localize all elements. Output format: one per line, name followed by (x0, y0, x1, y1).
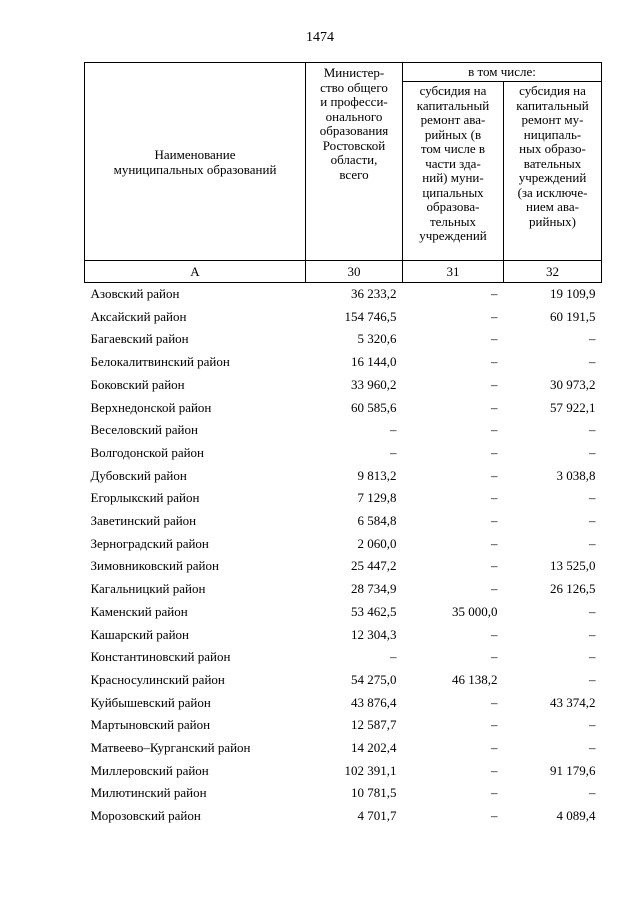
row-name: Багаевский район (90, 331, 189, 347)
row-name: Веселовский район (90, 422, 198, 438)
row-subsidy-other: – (589, 626, 596, 642)
row-subsidy-other: – (589, 603, 596, 619)
table-row (85, 374, 602, 397)
table-row (85, 555, 602, 578)
row-subsidy-emergency: – (491, 376, 498, 392)
row-name: Мартыновский район (90, 717, 211, 733)
row-subsidy-emergency: 46 138,2 (452, 671, 498, 687)
row-subsidy-other: 4 089,4 (556, 808, 596, 824)
table-row (85, 306, 602, 329)
row-name: Волгодонской район (90, 444, 205, 460)
table-row (85, 465, 602, 488)
row-total: 14 202,4 (351, 740, 397, 756)
row-total: 10 781,5 (351, 785, 397, 801)
row-subsidy-emergency: – (491, 808, 498, 824)
table-row (85, 760, 602, 783)
row-subsidy-emergency: – (491, 558, 498, 574)
row-subsidy-emergency: – (491, 286, 498, 301)
row-subsidy-other: – (589, 490, 596, 506)
row-total: 53 462,5 (351, 603, 397, 619)
row-subsidy-other: 13 525,0 (550, 558, 596, 574)
row-total: 28 734,9 (351, 581, 397, 597)
row-subsidy-other: – (589, 354, 596, 370)
row-subsidy-emergency: – (491, 331, 498, 347)
row-name: Матвеево–Курганский район (90, 740, 251, 756)
header-subsidy-emergency (403, 82, 504, 261)
table-row (85, 578, 602, 601)
row-subsidy-other: – (589, 785, 596, 801)
row-name: Зерноградский район (90, 535, 209, 551)
row-subsidy-emergency: – (491, 581, 498, 597)
row-name: Верхнедонской район (90, 399, 212, 415)
header-sub1-text: субсидия на капитальный ремонт ава- рийных (в том числе в части зда- ний) муни- ципальных образова- тельных учреждений (416, 83, 490, 243)
table-row (85, 624, 602, 647)
row-total: 7 129,8 (357, 490, 397, 506)
row-name: Аксайский район (90, 308, 187, 324)
row-name: Дубовский район (90, 467, 187, 483)
row-name: Морозовский район (90, 808, 201, 824)
header-subsidy-other (504, 82, 602, 261)
code-31: 31 (403, 261, 504, 283)
row-total: 25 447,2 (351, 558, 397, 574)
row-subsidy-emergency: – (491, 490, 498, 506)
row-name: Миллеровский район (90, 762, 209, 778)
table-row (85, 351, 602, 374)
row-subsidy-emergency: – (491, 762, 498, 778)
table-row (85, 692, 602, 715)
row-name: Кагальницкий район (90, 581, 206, 597)
table-row (85, 646, 602, 669)
row-name: Красносулинский район (90, 671, 225, 687)
row-total: – (390, 422, 397, 438)
row-total: 54 275,0 (351, 671, 397, 687)
row-total: 36 233,2 (351, 286, 397, 301)
row-subsidy-emergency: – (491, 444, 498, 460)
row-subsidy-emergency: – (491, 422, 498, 438)
row-total: 6 584,8 (357, 513, 397, 529)
row-name: Егорлыкский район (90, 490, 200, 506)
row-subsidy-other: – (589, 671, 596, 687)
row-name: Боковский район (90, 376, 185, 392)
row-subsidy-other: 19 109,9 (550, 286, 596, 301)
row-name: Зимовниковский район (90, 558, 219, 574)
row-subsidy-emergency: 35 000,0 (452, 603, 498, 619)
header-total-column (306, 63, 403, 261)
row-subsidy-other: – (589, 649, 596, 665)
row-name: Каменский район (90, 603, 188, 619)
row-subsidy-other: 26 126,5 (550, 581, 596, 597)
table-row (85, 487, 602, 510)
table-row (85, 533, 602, 556)
row-total: 154 746,5 (344, 308, 397, 324)
row-total: 9 813,2 (357, 467, 397, 483)
row-subsidy-emergency: – (491, 467, 498, 483)
budget-table (84, 62, 602, 828)
row-subsidy-emergency: – (491, 354, 498, 370)
header-name-column (85, 63, 306, 261)
row-subsidy-other: – (589, 717, 596, 733)
row-subsidy-emergency: – (491, 399, 498, 415)
page-number: 1474 (306, 30, 334, 45)
table-row (85, 737, 602, 760)
row-name: Куйбышевский район (90, 694, 211, 710)
row-total: 4 701,7 (357, 808, 397, 824)
table-row (85, 397, 602, 420)
table-row (85, 782, 602, 805)
row-name: Заветинский район (90, 513, 197, 529)
row-total: 33 960,2 (351, 376, 397, 392)
row-total: 12 587,7 (351, 717, 397, 733)
row-subsidy-other: – (589, 444, 596, 460)
row-subsidy-other: 91 179,6 (550, 762, 596, 778)
row-total: – (390, 444, 397, 460)
row-subsidy-other: – (589, 513, 596, 529)
row-total: 2 060,0 (357, 535, 397, 551)
table-row (85, 714, 602, 737)
table-row (85, 669, 602, 692)
row-subsidy-emergency: – (491, 694, 498, 710)
row-total: – (390, 649, 397, 665)
row-subsidy-other: 60 191,5 (550, 308, 596, 324)
header-group: в том числе: (403, 63, 602, 82)
row-name: Кашарский район (90, 626, 189, 642)
table-row (85, 601, 602, 624)
row-total: 16 144,0 (351, 354, 397, 370)
code-32: 32 (504, 261, 602, 283)
row-subsidy-other: 43 374,2 (550, 694, 596, 710)
row-subsidy-emergency: – (491, 649, 498, 665)
row-subsidy-other: – (589, 535, 596, 551)
row-subsidy-other: 57 922,1 (550, 399, 596, 415)
row-subsidy-emergency: – (491, 513, 498, 529)
row-subsidy-emergency: – (491, 740, 498, 756)
table-row (85, 510, 602, 533)
row-subsidy-other: – (589, 422, 596, 438)
row-total: 60 585,6 (351, 399, 397, 415)
row-name: Константиновский район (90, 649, 231, 665)
table-row (85, 419, 602, 442)
row-subsidy-emergency: – (491, 308, 498, 324)
code-a: А (85, 261, 306, 283)
row-name: Милютинский район (90, 785, 207, 801)
row-subsidy-other: – (589, 331, 596, 347)
row-name: Азовский район (90, 286, 180, 301)
row-total: 12 304,3 (351, 626, 397, 642)
row-total: 102 391,1 (344, 762, 397, 778)
header-sub2-text: субсидия на капитальный ремонт му- ниципаль- ных образо- вательных учреждений (за исключе- нием ава- рийных) (516, 83, 589, 229)
header-total-text: Министер- ство общего и професси- онального образования Ростовской области, всего (319, 65, 389, 182)
header-name-text: Наименование муниципальных образований (113, 146, 277, 177)
table-row (85, 283, 602, 306)
table-row (85, 442, 602, 465)
row-subsidy-emergency: – (491, 535, 498, 551)
row-total: 43 876,4 (351, 694, 397, 710)
row-subsidy-other: 3 038,8 (556, 467, 596, 483)
row-subsidy-emergency: – (491, 626, 498, 642)
code-30: 30 (306, 261, 403, 283)
row-subsidy-emergency: – (491, 717, 498, 733)
row-subsidy-other: 30 973,2 (550, 376, 596, 392)
row-name: Белокалитвинский район (90, 354, 230, 370)
row-subsidy-emergency: – (491, 785, 498, 801)
row-subsidy-other: – (589, 740, 596, 756)
table-row (85, 328, 602, 351)
row-total: 5 320,6 (357, 331, 397, 347)
table-row (85, 805, 602, 828)
